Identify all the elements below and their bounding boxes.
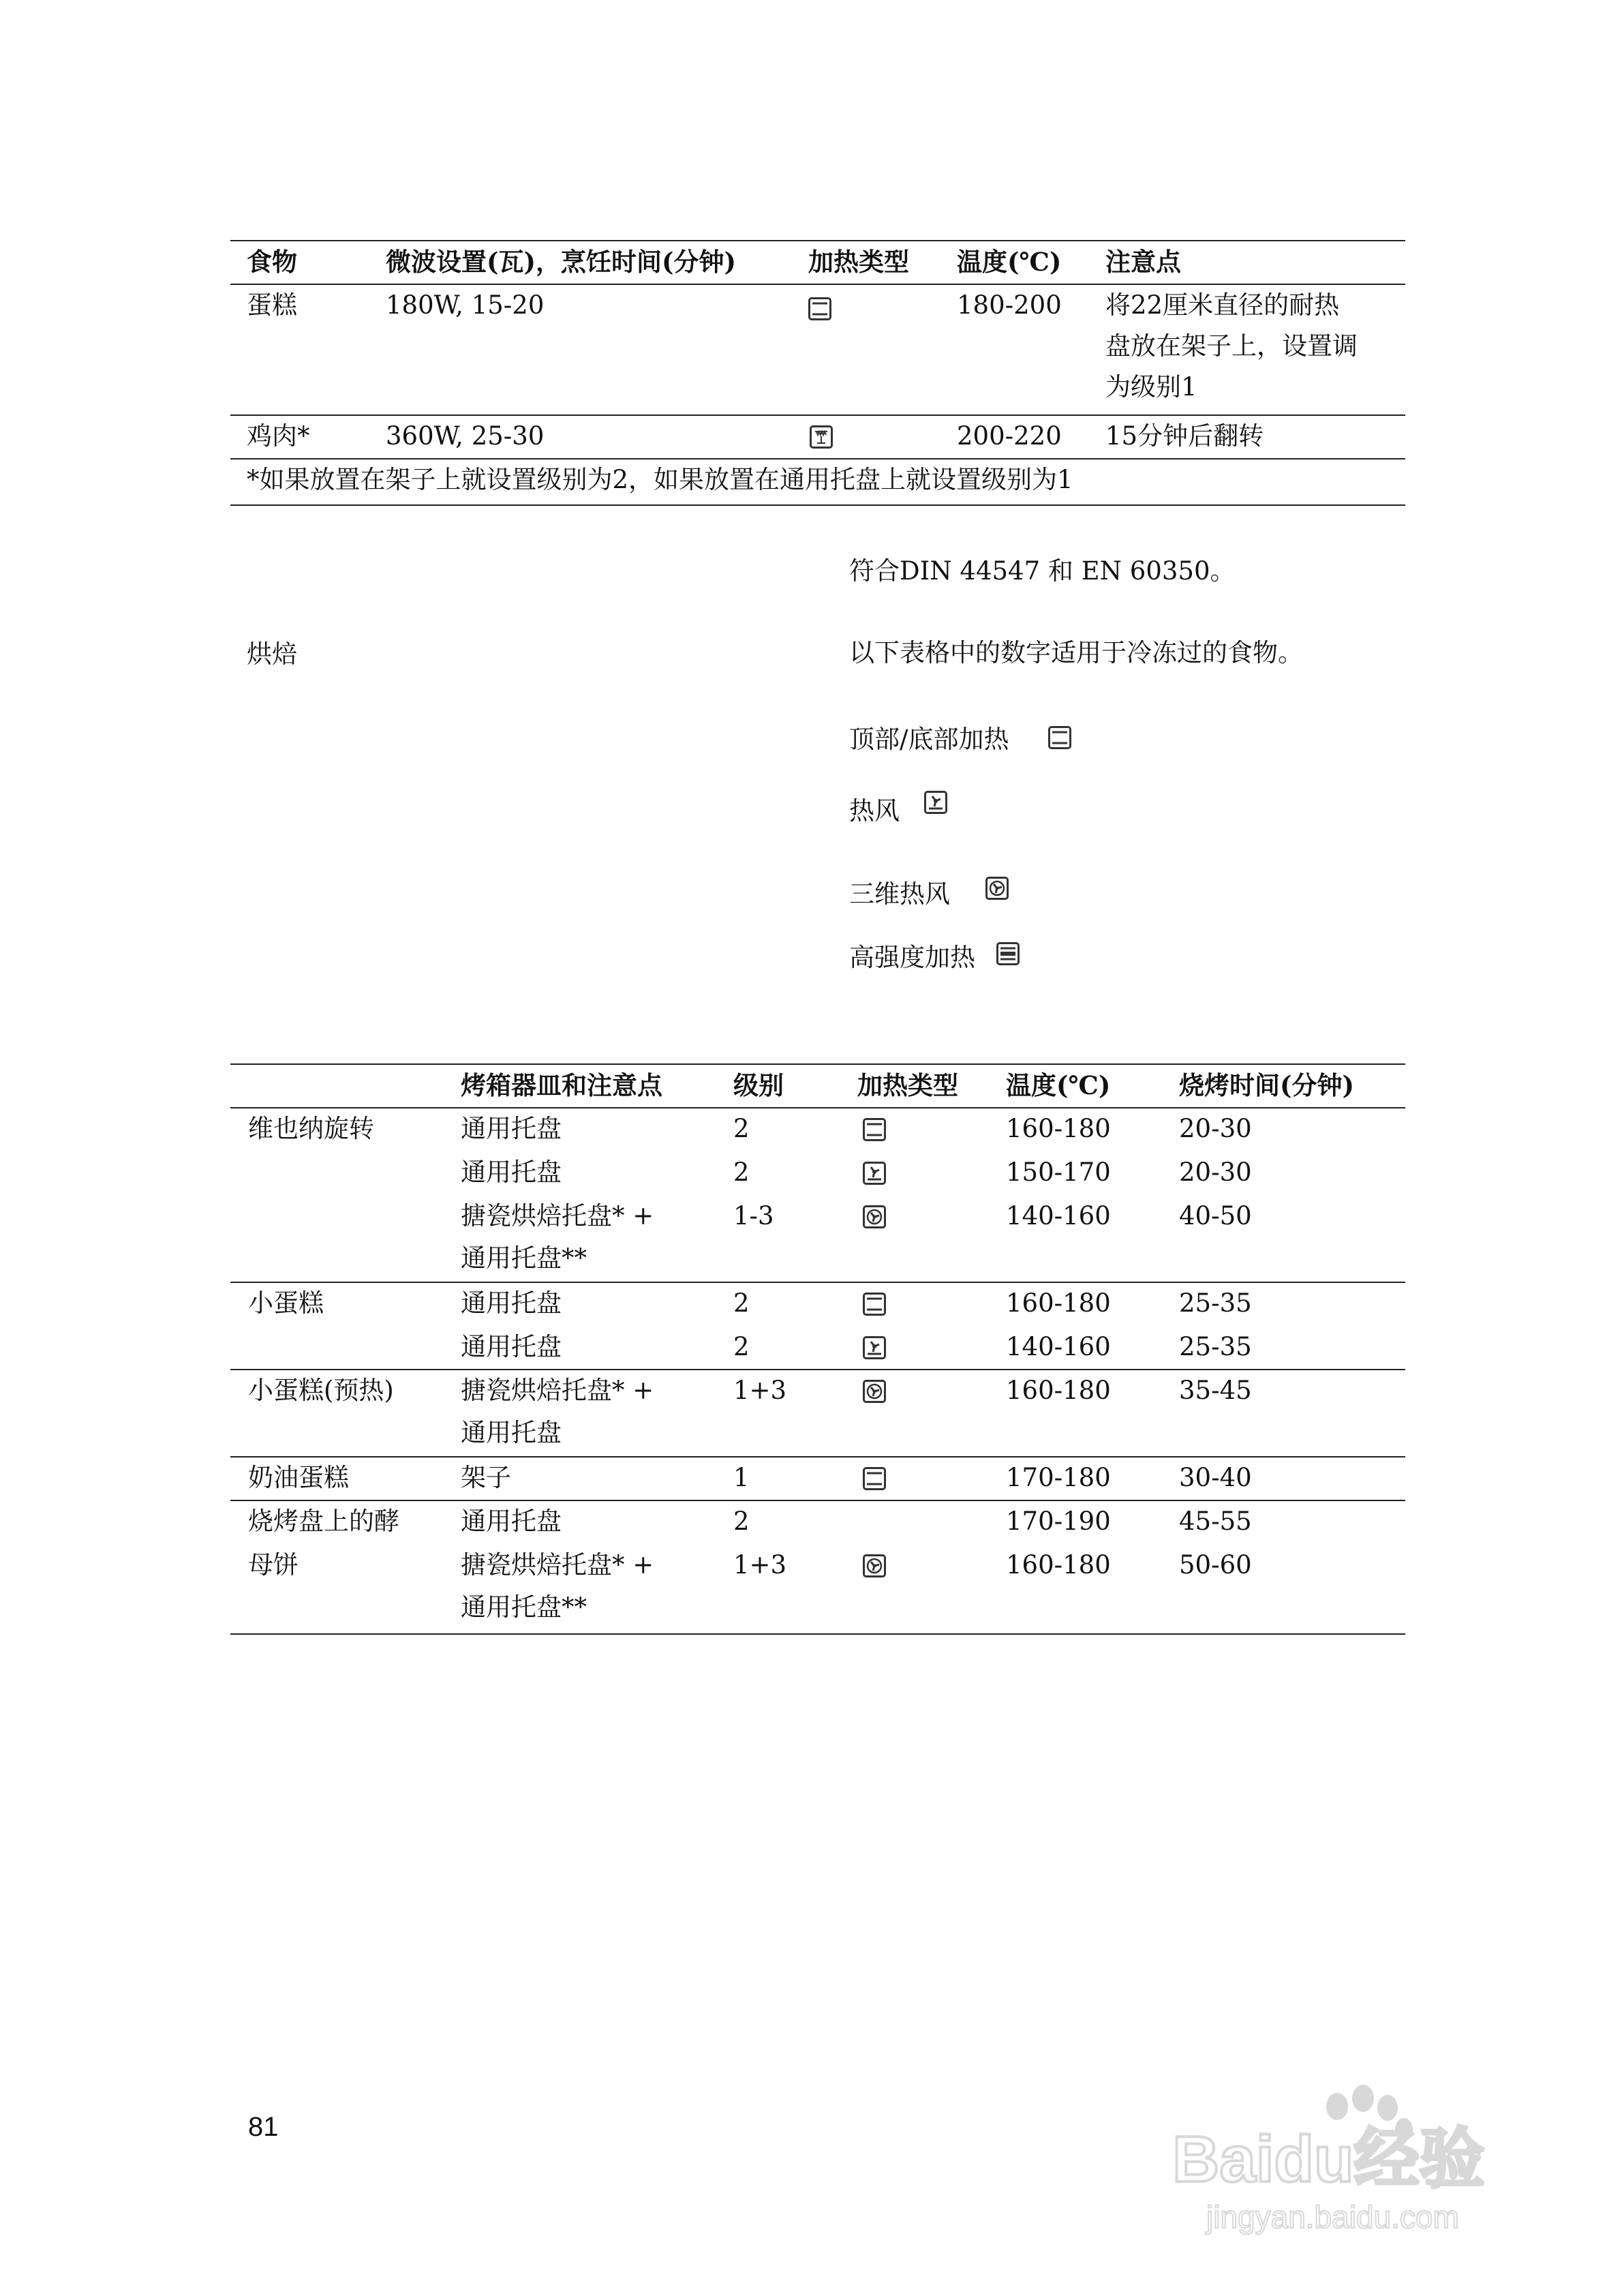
table-cell-level: 2: [733, 1507, 750, 1536]
col-header-level: 级别: [733, 1070, 784, 1100]
table-cell-time: 35-45: [1179, 1376, 1252, 1405]
mode-label-text: 三维热风: [849, 879, 950, 909]
mode-label-intensive: [849, 937, 975, 978]
col-header-time: 烧烤时间(分钟): [1179, 1070, 1355, 1100]
mode-label-text: 顶部/底部加热: [849, 725, 1009, 754]
table-cell-food: 蛋糕: [247, 290, 297, 320]
top-bottom-heat-icon: [863, 1467, 886, 1490]
table-cell-time: 50-60: [1179, 1550, 1252, 1580]
table-rule: [230, 504, 1405, 506]
paw-toe: [1352, 2085, 1374, 2112]
table-cell-microwave: 180W, 15-20: [386, 290, 545, 320]
table-cell-temp: 170-190: [1006, 1507, 1111, 1536]
top-bottom-heat-icon: [808, 297, 831, 320]
group-name: 母饼: [248, 1550, 299, 1580]
col-header-dish: 烤箱器皿和注意点: [461, 1070, 662, 1100]
3d-hot-air-icon: [863, 1554, 886, 1577]
3d-hot-air-icon: [863, 1205, 886, 1228]
table-cell-temp: 160-180: [1006, 1550, 1111, 1580]
mode-label-top-bottom: [849, 719, 1009, 760]
table-cell-level: 1-3: [733, 1201, 774, 1230]
table-cell-dish: 搪瓷烘焙托盘* +: [461, 1550, 654, 1580]
col-header-temp: 温度(℃): [1006, 1070, 1111, 1100]
table-cell-level: 1+3: [733, 1550, 787, 1580]
table-cell-temp: 150-170: [1006, 1158, 1111, 1187]
3d-hot-air-icon: [985, 877, 1009, 900]
group-name: 小蛋糕: [248, 1288, 324, 1318]
baidu-jingyan-watermark: [1159, 2079, 1540, 2243]
table-cell-note-line: 15分钟后翻转: [1105, 421, 1264, 451]
table-cell-dish: 搪瓷烘焙托盘* +: [461, 1201, 654, 1230]
table-cell-food: 鸡肉*: [247, 421, 310, 451]
group-name: 维也纳旋转: [248, 1114, 374, 1143]
table-cell-dish: 架子: [461, 1463, 511, 1492]
table-cell-level: 2: [733, 1114, 750, 1143]
table-cell-note-line: 为级别1: [1105, 372, 1197, 402]
table-cell-time: 30-40: [1179, 1463, 1252, 1492]
top-bottom-heat-icon: [863, 1293, 886, 1316]
table-cell-dish: 通用托盘**: [461, 1592, 587, 1622]
table-cell-dish: 搪瓷烘焙托盘* +: [461, 1376, 654, 1405]
table-cell-temp: 170-180: [1006, 1463, 1111, 1492]
table-cell-temp: 200-220: [957, 421, 1062, 451]
group-name: 小蛋糕(预热): [248, 1376, 394, 1405]
col-header-note: 注意点: [1105, 247, 1181, 277]
table-cell-dish: 通用托盘: [461, 1418, 562, 1447]
table-footnote: *如果放置在架子上就设置级别为2，如果放置在通用托盘上就设置级别为1: [247, 465, 1073, 494]
group-name: 烧烤盘上的酵: [248, 1507, 399, 1536]
table-cell-time: 20-30: [1179, 1114, 1252, 1143]
table-cell-temp: 160-180: [1006, 1376, 1111, 1405]
paw-toe: [1377, 2095, 1398, 2121]
top-bottom-heat-icon: [863, 1118, 886, 1141]
intensive-heat-icon: [996, 942, 1020, 965]
table-cell-dish: 通用托盘: [461, 1158, 562, 1187]
table-rule: [230, 1633, 1405, 1635]
table-cell-temp: 160-180: [1006, 1114, 1111, 1143]
table-baking: [230, 1063, 1405, 1636]
table-cell-level: 2: [733, 1332, 750, 1361]
standard-note: 符合DIN 44547 和 EN 60350。: [849, 556, 1236, 586]
table-cell-microwave: 360W, 25-30: [386, 421, 545, 451]
table-microwave-combo: [230, 240, 1405, 506]
section-title: 烘焙: [247, 639, 297, 669]
watermark-url: jingyan.baidu.com: [1206, 2199, 1459, 2235]
table-cell-dish: 通用托盘: [461, 1288, 562, 1318]
table-cell-temp: 160-180: [1006, 1288, 1111, 1318]
table-cell-note-line: 将22厘米直径的耐热: [1105, 290, 1340, 320]
col-header-heat-type: 加热类型: [857, 1070, 958, 1100]
table-cell-temp: 180-200: [957, 290, 1062, 320]
mode-label-3d-hot-air: [849, 874, 950, 915]
grill-icon: [810, 425, 833, 449]
col-header-microwave: 微波设置(瓦)，烹饪时间(分钟): [386, 247, 737, 277]
hot-air-icon: [863, 1336, 886, 1359]
table-cell-temp: 140-160: [1006, 1201, 1111, 1230]
table-cell-level: 2: [733, 1288, 750, 1318]
hot-air-icon: [924, 791, 947, 814]
watermark-brand: Baidu经验: [1172, 2123, 1485, 2196]
table-cell-level: 1: [733, 1463, 750, 1492]
table-cell-time: 25-35: [1179, 1288, 1252, 1318]
table-cell-note-line: 盘放在架子上，设置调: [1105, 331, 1358, 361]
table-cell-dish: 通用托盘: [461, 1332, 562, 1361]
table-cell-dish: 通用托盘: [461, 1114, 562, 1143]
group-name: 奶油蛋糕: [248, 1463, 349, 1492]
table-cell-time: 20-30: [1179, 1158, 1252, 1187]
table-cell-temp: 140-160: [1006, 1332, 1111, 1361]
table-cell-level: 1+3: [733, 1376, 787, 1405]
mode-label-hot-air: [849, 791, 900, 832]
top-bottom-heat-icon: [1048, 726, 1071, 749]
col-header-food: 食物: [247, 247, 297, 277]
frozen-food-note: 以下表格中的数字适用于冷冻过的食物。: [849, 638, 1303, 667]
table-cell-time: 40-50: [1179, 1201, 1252, 1230]
hot-air-icon: [863, 1162, 886, 1185]
col-header-temp: 温度(℃): [957, 247, 1062, 277]
page-number: 81: [248, 2112, 279, 2142]
table-cell-time: 25-35: [1179, 1332, 1252, 1361]
table-cell-level: 2: [733, 1158, 750, 1187]
table-cell-time: 45-55: [1179, 1507, 1252, 1536]
mode-label-text: 高强度加热: [849, 943, 975, 972]
table-cell-dish: 通用托盘**: [461, 1243, 587, 1273]
col-header-heat-type: 加热类型: [808, 247, 909, 277]
3d-hot-air-icon: [863, 1380, 886, 1403]
mode-label-text: 热风: [849, 796, 900, 826]
table-cell-dish: 通用托盘: [461, 1507, 562, 1536]
paw-toe: [1326, 2093, 1348, 2120]
